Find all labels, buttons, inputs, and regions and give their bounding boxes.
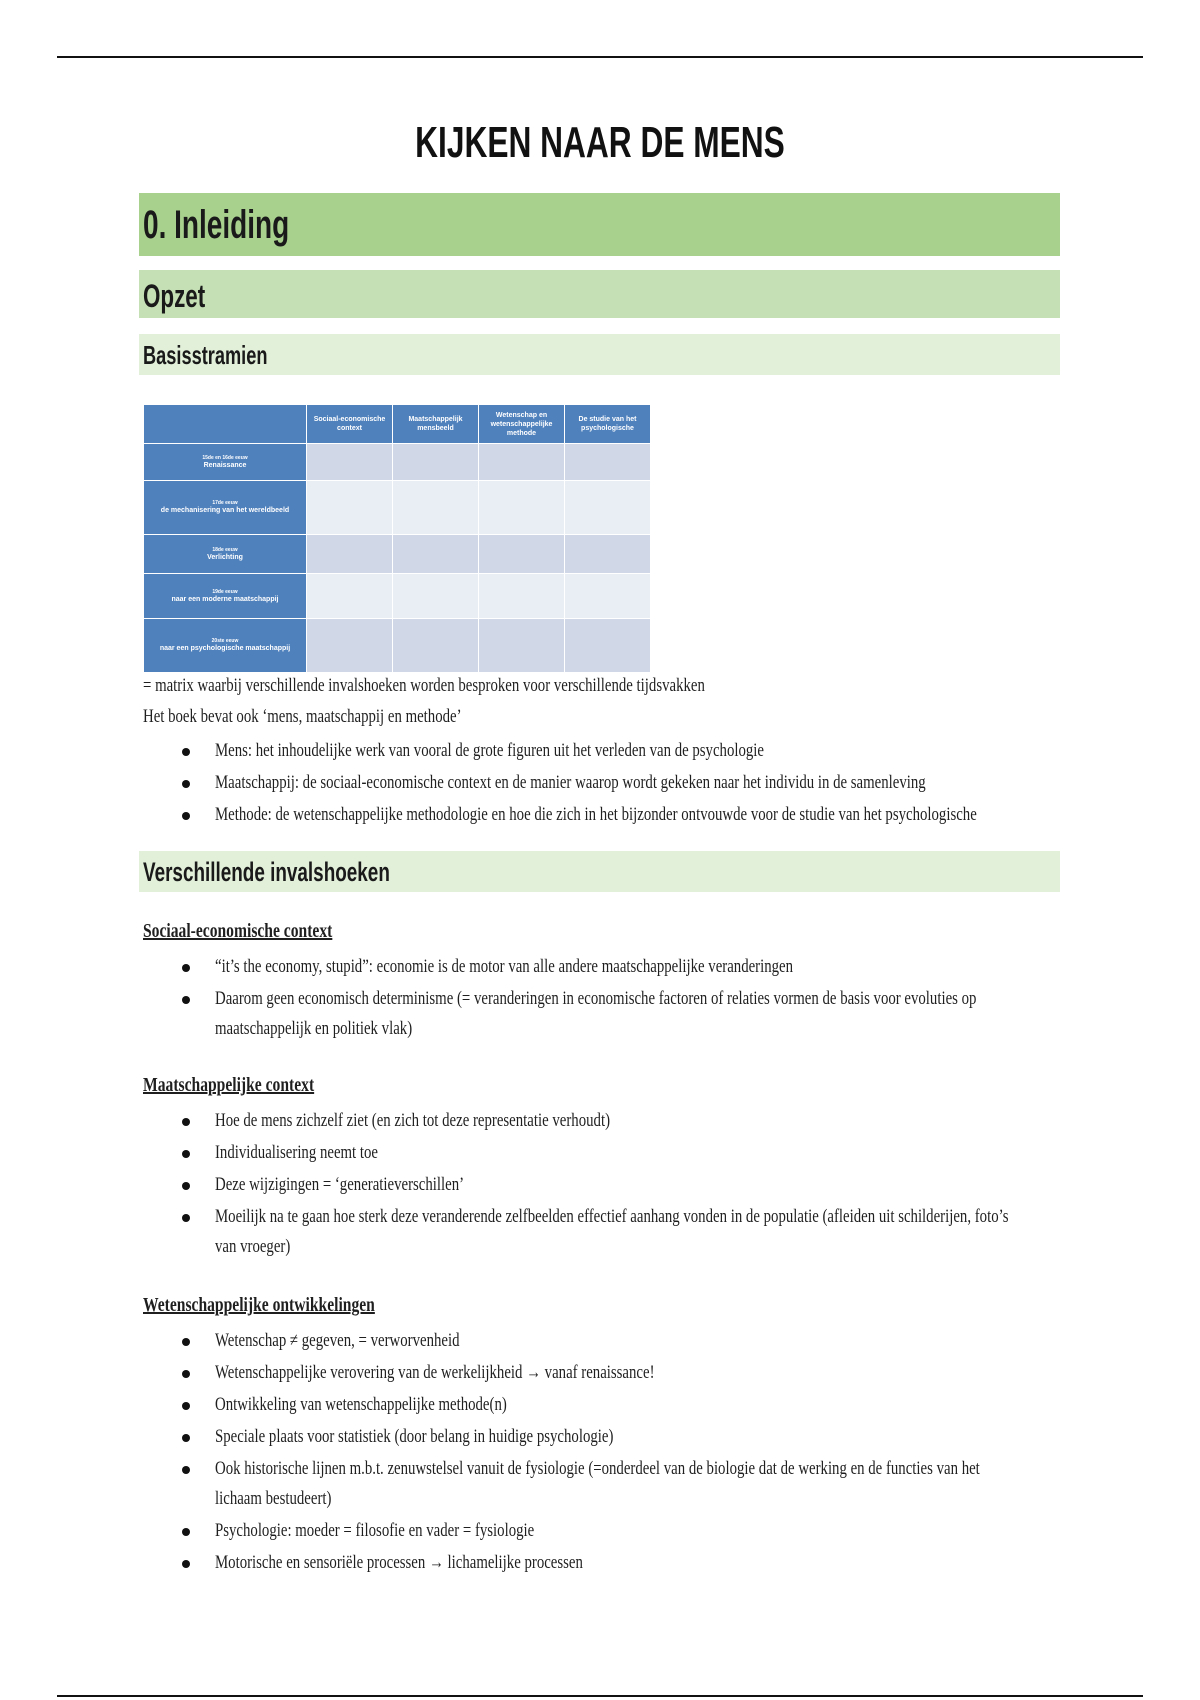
bullet-icon [182,1370,190,1378]
list-item [0,1202,1200,1264]
matrix-cell [307,444,393,481]
bullet-text: Deze wijzigingen = ‘generatieverschillen’ [215,1174,465,1195]
matrix-row-label: naar een psychologische maatschappij [159,645,291,652]
matrix-col-header: De studie van het psychologische [565,405,651,444]
bullet-text: Ontwikkeling van wetenschappelijke methode(n) [215,1394,507,1415]
basisstramien-matrix [143,404,651,671]
matrix-row-header [144,444,307,481]
matrix-cell [479,619,565,673]
matrix-row-era: 20ste eeuw [211,638,239,644]
matrix-row [144,535,651,574]
matrix-cell [479,574,565,619]
section-title: Wetenschappelijke ontwikkelingen [143,1294,375,1316]
matrix-table [143,404,651,673]
top-rule [57,56,1143,58]
list-item [0,768,1200,800]
matrix-row-header [144,535,307,574]
intro-bullet-list [0,736,1200,832]
matrix-col-header: Sociaal-economische context [307,405,393,444]
list-item [0,1422,1200,1454]
bullet-icon [182,748,190,756]
section-bullet-list [0,952,1200,1046]
matrix-row-header [144,574,307,619]
bullet-icon [182,1434,190,1442]
matrix-cell [307,619,393,673]
bullet-text: Methode: de wetenschappelijke methodologie en hoe die zich in het bijzonder ontvouwde voor de studie van het psychologische [215,804,977,825]
matrix-col-header: Maatschappelijk mensbeeld [393,405,479,444]
bullet-text: Mens: het inhoudelijke werk van vooral de grote figuren uit het verleden van de psychologie [215,740,765,761]
bullet-icon [182,1214,190,1222]
matrix-row-header [144,481,307,535]
bullet-text: Motorische en sensoriële processen → lichamelijke processen [215,1552,583,1573]
bullet-text: Individualisering neemt toe [215,1142,378,1163]
matrix-cell [565,444,651,481]
section-title: Maatschappelijke context [143,1074,315,1096]
bullet-text: Moeilijk na te gaan hoe sterk deze veranderende zelfbeelden effectief aanhang vonden in de populatie (afleiden uit schilderijen, foto’s van vroeger) [215,1206,1009,1257]
bullet-icon [182,1560,190,1568]
matrix-cell [307,574,393,619]
matrix-header-row [144,405,651,444]
matrix-cell [565,535,651,574]
list-item [0,1390,1200,1422]
heading-2: Opzet [143,278,206,314]
bullet-text: Speciale plaats voor statistiek (door belang in huidige psychologie) [215,1426,614,1447]
matrix-row-label: Verlichting [207,553,243,561]
list-item [0,952,1200,984]
matrix-row-era: 19de eeuw [212,588,238,595]
heading-2b-band [139,851,1060,892]
bullet-icon [182,1466,190,1474]
matrix-cell [307,535,393,574]
bullet-icon [182,1118,190,1126]
matrix-row [144,574,651,619]
bullet-icon [182,964,190,972]
matrix-cell [393,535,479,574]
bullet-icon [182,1528,190,1536]
bullet-icon [182,1338,190,1346]
list-item [0,984,1200,1046]
matrix-cell [393,619,479,673]
matrix-cell [307,481,393,535]
section-bullet-list [0,1326,1200,1580]
matrix-cell [393,481,479,535]
matrix-cell [565,619,651,673]
matrix-row [144,619,651,673]
matrix-cell [479,444,565,481]
heading-1-band [139,193,1060,256]
list-item [0,1106,1200,1138]
bullet-text: Psychologie: moeder = filosofie en vader = fysiologie [215,1520,535,1541]
section-bullet-list [0,1106,1200,1264]
heading-3: Basisstramien [143,340,268,370]
list-item [0,1138,1200,1170]
bullet-icon [182,996,190,1004]
intro-line: = matrix waarbij verschillende invalshoeken worden besproken voor verschillende tijdsvakken [143,675,705,696]
list-item [0,1326,1200,1358]
matrix-cell [479,535,565,574]
bullet-icon [182,812,190,820]
bullet-text: Wetenschappelijke verovering van de werkelijkheid → vanaf renaissance! [215,1362,655,1383]
list-item [0,1548,1200,1580]
list-item [0,736,1200,768]
matrix-row-label: de mechanisering van het wereldbeeld [160,507,290,514]
list-item [0,1454,1200,1516]
bullet-icon [182,1402,190,1410]
matrix-cell [479,481,565,535]
bullet-icon [182,780,190,788]
bullet-icon [182,1150,190,1158]
bullet-icon [182,1182,190,1190]
matrix-row [144,444,651,481]
bottom-rule [57,1695,1143,1697]
section-title: Sociaal-economische context [143,920,333,942]
bullet-text: “it’s the economy, stupid”: economie is de motor van alle andere maatschappelijke veranderingen [215,956,794,977]
list-item [0,1516,1200,1548]
matrix-row-label: Renaissance [203,461,247,469]
document-title: KIJKEN NAAR DE MENS [415,118,785,167]
matrix-row-header [144,619,307,673]
bullet-text: Maatschappij: de sociaal-economische context en de manier waarop wordt gekeken naar het individu in de samenleving [215,772,926,793]
matrix-cell [565,574,651,619]
list-item [0,1358,1200,1390]
intro-line: Het boek bevat ook ‘mens, maatschappij en methode’ [143,706,462,727]
list-item [0,800,1200,832]
heading-2-band [139,270,1060,318]
heading-2b: Verschillende invalshoeken [143,857,390,887]
matrix-row [144,481,651,535]
matrix-row-era: 17de eeuw [212,500,238,506]
matrix-cell [393,444,479,481]
bullet-text: Wetenschap ≠ gegeven, = verworvenheid [215,1330,460,1351]
bullet-text: Ook historische lijnen m.b.t. zenuwstelsel vanuit de fysiologie (=onderdeel van de biologie dat de werking en de functies van het lichaam bestudeert) [215,1458,980,1509]
heading-1: 0. Inleiding [143,203,290,247]
bullet-text: Hoe de mens zichzelf ziet (en zich tot deze representatie verhoudt) [215,1110,611,1131]
matrix-cell [393,574,479,619]
matrix-col-header: Wetenschap en wetenschappelijke methode [479,405,565,444]
matrix-cell [565,481,651,535]
matrix-row-era: 18de eeuw [212,546,238,553]
matrix-row-era: 15de en 16de eeuw [202,454,248,461]
heading-3-band [139,334,1060,375]
matrix-row-label: naar een moderne maatschappij [171,595,279,603]
bullet-text: Daarom geen economisch determinisme (= veranderingen in economische factoren of relaties vormen de basis voor evoluties op maatschappelijk en politiek vlak) [215,988,977,1039]
matrix-corner-cell [144,405,307,444]
list-item [0,1170,1200,1202]
